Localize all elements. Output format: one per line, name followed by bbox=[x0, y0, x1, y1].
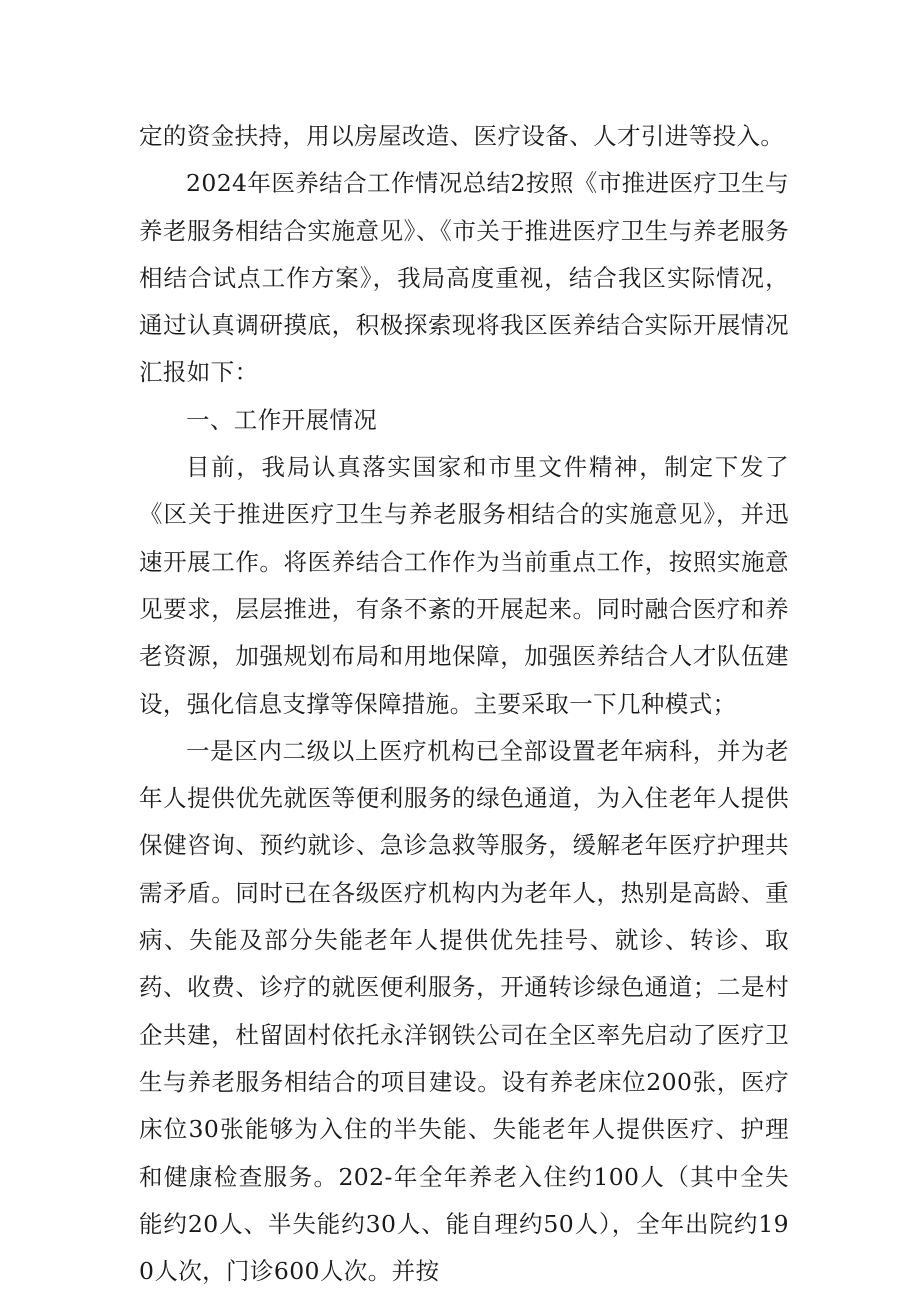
paragraph-continuation: 定的资金扶持，用以房屋改造、医疗设备、人才引进等投入。 bbox=[139, 122, 785, 150]
paragraph-modes-detail: 一是区内二级以上医疗机构已全部设置老年病科，并为老年人提供优先就医等便利服务的绿色通道，为入住老年人提供保健咨询、预约就诊、急诊急救等服务，缓解老年医疗护理共需矛盾。同时已在各级医疗机构内为老年人，热别是高龄、重病、失能及部分失能老年人提供优先挂号、就诊、转诊、取药、收费、诊疗的就医便利服务，开通转诊绿色通道；二是村企共建，杜留固村依托永洋钢铁公司在全区率先启动了医疗卫生与养老服务相结合的项目建设。设有养老床位200张，医疗床位30张能够为入住的半失能、失能老年人提供医疗、护理和健康检查服务。202-年全年养老入住约100人（其中全失能约20人、半失能约30人、能自理约50人），全年出院约190人次，门诊600人次。并按 bbox=[139, 736, 789, 1286]
paragraph-current-work: 目前，我局认真落实国家和市里文件精神，制定下发了《区关于推进医疗卫生与养老服务相结合的实施意见》，并迅速开展工作。将医养结合工作作为当前重点工作，按照实施意见要求，层层推进，有条不紊的开展起来。同时融合医疗和养老资源，加强规划布局和用地保障，加强医养结合人才队伍建设，强化信息支撑等保障措施。主要采取一下几种模式； bbox=[139, 453, 789, 718]
section-heading: 一、工作开展情况 bbox=[186, 405, 378, 434]
document-body bbox=[139, 113, 789, 1295]
paragraph-summary-intro: 2024年医养结合工作情况总结2按照《市推进医疗卫生与养老服务相结合实施意见》、《市关于推进医疗卫生与养老服务相结合试点工作方案》，我局高度重视，结合我区实际情况，通过认真调研摸底，积极探索现将我区医养结合实际开展情况汇报如下： bbox=[139, 169, 789, 387]
